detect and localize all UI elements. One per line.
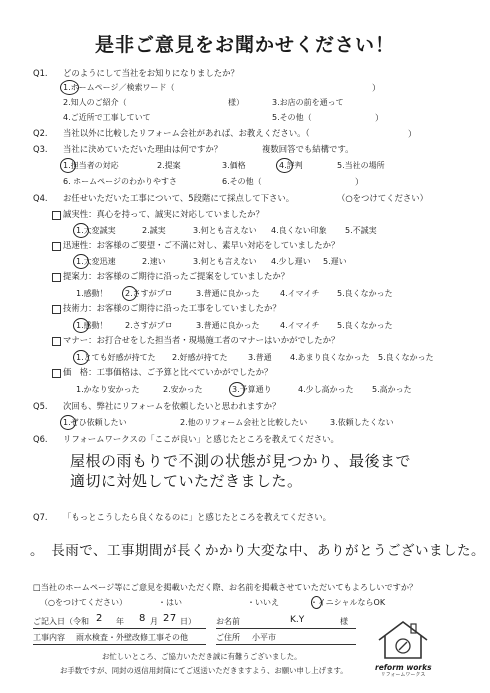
q7-question [33, 512, 331, 523]
q4-item-6-option-3: 3.予算通り [232, 385, 272, 394]
checkbox-icon [52, 369, 61, 378]
q6-answer-line-2: 適切に対処していただきました。 [70, 472, 303, 490]
q2-number: Q2. [33, 128, 48, 138]
date-month-suffix: 月 [150, 617, 158, 626]
q3-option-other: 6.その他（ [222, 177, 262, 186]
q7-answer-line-1: 。 長雨で、工事期間が長くかかり大変な中、ありがとうございました。 [30, 543, 485, 559]
house-logo-icon [375, 618, 431, 660]
q4-item-4-option-2: 2.さすがプロ [125, 321, 173, 330]
q3-question [33, 144, 222, 155]
q1-option-2: 2.知人のご紹介（ [63, 98, 127, 107]
q4-item-6-option-1: 1.かなり安かった [76, 385, 140, 394]
date-day-suffix: 日） [180, 617, 196, 626]
checkbox-icon [52, 211, 61, 220]
q5-option-3: 3.依頼したくない [330, 418, 394, 427]
q4-item-2-option-4: 4.少し遅い [271, 257, 311, 266]
q4-item-4-option-1: 1.感動！ [76, 321, 108, 330]
q4-number: Q4. [33, 193, 48, 203]
q5-text: 次回も、弊社にリフォームを依頼したいと思われますか？ [63, 401, 281, 411]
q1-text: どのようにして当社をお知りになりましたか？ [63, 68, 239, 78]
name-suffix: 様 [340, 617, 348, 626]
page-title: 是非ご意見をお聞かせください！ [94, 34, 395, 56]
q4-text: お任せいただいた工事について、5段階にて採点して下さい。 [63, 193, 295, 203]
q4-item-6-option-2: 2.安かった [163, 385, 203, 394]
checkbox-icon [52, 242, 61, 251]
q4-item-4-option-3: 3.普通に良かった [196, 321, 260, 330]
q4-item-3-option-2: 2.さすがプロ [125, 289, 173, 298]
q4-item-2-label: 迅速性：お客様のご要望・ご不満に対し、素早い対応をしていましたか？ [63, 240, 340, 250]
q4-item-6-label: 価 格：工事価格は、ご予算と比べていかがでしたか？ [63, 367, 273, 377]
q4-note: （○をつけてください） [337, 193, 429, 203]
q3-option-1: 1.担当者の対応 [63, 161, 119, 170]
q4-item-2-option-1: 1.大変迅速 [76, 257, 116, 266]
q7-text: 「もっとこうしたら良くなるのに」と感じたところを教えてください。 [63, 512, 331, 522]
q4-item-3-option-5: 5.良くなかった [337, 289, 393, 298]
q5-question [33, 401, 280, 412]
q4-item-4-option-5: 5.良くなかった [337, 321, 393, 330]
permission-note: （○をつけてください） [40, 598, 127, 607]
q4-item-1-option-1: 1.大変誠実 [76, 226, 116, 235]
q4-item-5-option-4: 4.あまり良くなかった [290, 353, 370, 362]
permission-option-initials: ・イニシャルならOK [310, 598, 386, 607]
q6-answer-line-1: 屋根の雨もりで不測の状態が見つかり、最後まで [70, 452, 412, 470]
q4-item-5-option-1: 1.とても好感が持てた [76, 353, 156, 362]
date-underline [33, 628, 206, 629]
q4-item-5-option-3: 3.普通 [248, 353, 272, 362]
work-underline [33, 644, 206, 645]
q1-option-4: 4.ご近所で工事していて [63, 113, 151, 122]
q4-item-2-option-3: 3.何とも言えない [193, 257, 257, 266]
address-value: 小平市 [252, 633, 276, 642]
q3-option-6: 6. ホームページのわかりやすさ [63, 177, 178, 186]
q1-question [33, 68, 239, 79]
answer-circle [229, 382, 245, 397]
q5-option-1: 1.ぜひ依頼したい [63, 418, 127, 427]
q4-item-4-option-4: 4.イマイチ [280, 321, 320, 330]
q2-close: ） [408, 129, 417, 139]
q4-item-2-option-2: 2.速い [142, 257, 166, 266]
work-label: 工事内容 [33, 633, 65, 642]
work-value: 雨水検査・外壁改修工事その他 [76, 633, 188, 642]
q1-option-5: 5.その他（ [272, 113, 312, 122]
name-value: K.Y [290, 615, 305, 625]
q1-option-5-close: ） [375, 113, 384, 123]
permission-question: □当社のホームページ等にご意見を掲載いただく際、お名前を掲載させていただいてもよろしいですか？ [33, 582, 418, 592]
q3-text: 当社に決めていただいた理由は何ですか？ [63, 144, 223, 154]
q4-item-3-label: 提案力：お客様のご期待に沿ったご提案をしていましたか？ [63, 271, 290, 281]
date-day: 27 [163, 613, 177, 624]
q3-number: Q3. [33, 144, 48, 154]
name-label: お名前 [216, 617, 240, 626]
q4-item-5-option-2: 2.好感が持てた [172, 353, 228, 362]
checkbox-icon [52, 273, 61, 282]
answer-circle [73, 254, 89, 269]
answer-circle [276, 158, 293, 173]
checkbox-icon [52, 305, 61, 314]
q4-item-5-option-5: 5.良くなかった [378, 353, 434, 362]
q2-question [33, 128, 310, 139]
q4-question [33, 193, 294, 204]
q1-number: Q1. [33, 68, 48, 78]
q4-item-3-option-4: 4.イマイチ [280, 289, 320, 298]
q4-item-4-label: 技術力：お客様のご期待に沿った工事をしていましたか？ [63, 303, 281, 313]
q4-item-1-option-5: 5.不誠実 [345, 226, 377, 235]
q2-text: 当社以外に比較したリフォーム会社があれば、お教えください。（ [63, 128, 310, 138]
address-label: ご住所 [216, 633, 240, 642]
date-era-year: 2 [96, 613, 103, 624]
q3-option-4: 4.評判 [279, 161, 303, 170]
address-underline [216, 644, 356, 645]
thanks-line-2: お手数ですが、同封の返信用封筒にてご返送いただきますよう、お願い申し上げます。 [60, 666, 348, 675]
q4-item-1-label: 誠実性：真心を持って、誠実に対応していましたか？ [63, 209, 264, 219]
answer-circle [60, 415, 76, 430]
permission-option-yes: ・はい [158, 598, 182, 607]
answer-circle [60, 80, 79, 95]
company-logo [375, 618, 431, 676]
thanks-line-1: お忙しいところ、ご協力いただき誠に有難うございました。 [102, 652, 302, 661]
q4-item-6-option-5: 5.高かった [372, 385, 412, 394]
date-label: ご記入日（令和 [33, 617, 89, 626]
q7-number: Q7. [33, 512, 48, 522]
q6-text: リフォームワークスの「ここが良い」と感じたところを教えてください。 [63, 434, 339, 444]
q4-item-6-option-4: 4.少し高かった [298, 385, 354, 394]
q1-option-3: 3.お店の前を通って [272, 98, 344, 107]
answer-circle [73, 318, 89, 333]
q6-number: Q6. [33, 434, 48, 444]
q1-option-1: 1.ホームページ／検索ワード（ [63, 83, 175, 92]
q4-item-1-option-2: 2.誠実 [142, 226, 166, 235]
q4-item-3-option-1: 1.感動！ [76, 289, 108, 298]
q4-item-1-option-4: 4.良くない印象 [271, 226, 327, 235]
date-year-suffix: 年 [116, 617, 124, 626]
q4-item-3-option-3: 3.普通に良かった [196, 289, 260, 298]
q3-option-other-close: ） [355, 177, 364, 187]
q5-option-2: 2.他のリフォーム会社と比較したい [180, 418, 308, 427]
q1-option-1-close: ） [372, 83, 381, 93]
q5-number: Q5. [33, 401, 48, 411]
q3-option-2: 2.提案 [157, 161, 181, 170]
q4-item-2-option-5: 5.遅い [323, 257, 347, 266]
q1-option-2-suffix: 様） [228, 98, 244, 107]
answer-circle [122, 286, 137, 301]
q3-note: 複数回答でも結構です。 [262, 144, 354, 154]
answer-circle [60, 158, 76, 173]
name-underline [216, 628, 356, 629]
q4-item-5-label: マナー：お打合せをした担当者・現場施工者のマナーはいかがでしたか？ [63, 335, 340, 345]
checkbox-icon [52, 337, 61, 346]
q3-option-5: 5.当社の場所 [337, 161, 385, 170]
logo-name: reform works [375, 663, 432, 672]
logo-subtitle: リフォームワークス [380, 672, 426, 678]
q4-item-1-option-3: 3.何とも言えない [193, 226, 257, 235]
answer-circle [311, 596, 322, 609]
answer-circle [73, 223, 89, 238]
date-month: 8 [139, 613, 146, 624]
answer-circle [73, 350, 89, 365]
permission-option-no: ・いいえ [247, 598, 279, 607]
q3-option-3: 3.価格 [222, 161, 246, 170]
q6-question [33, 434, 339, 445]
